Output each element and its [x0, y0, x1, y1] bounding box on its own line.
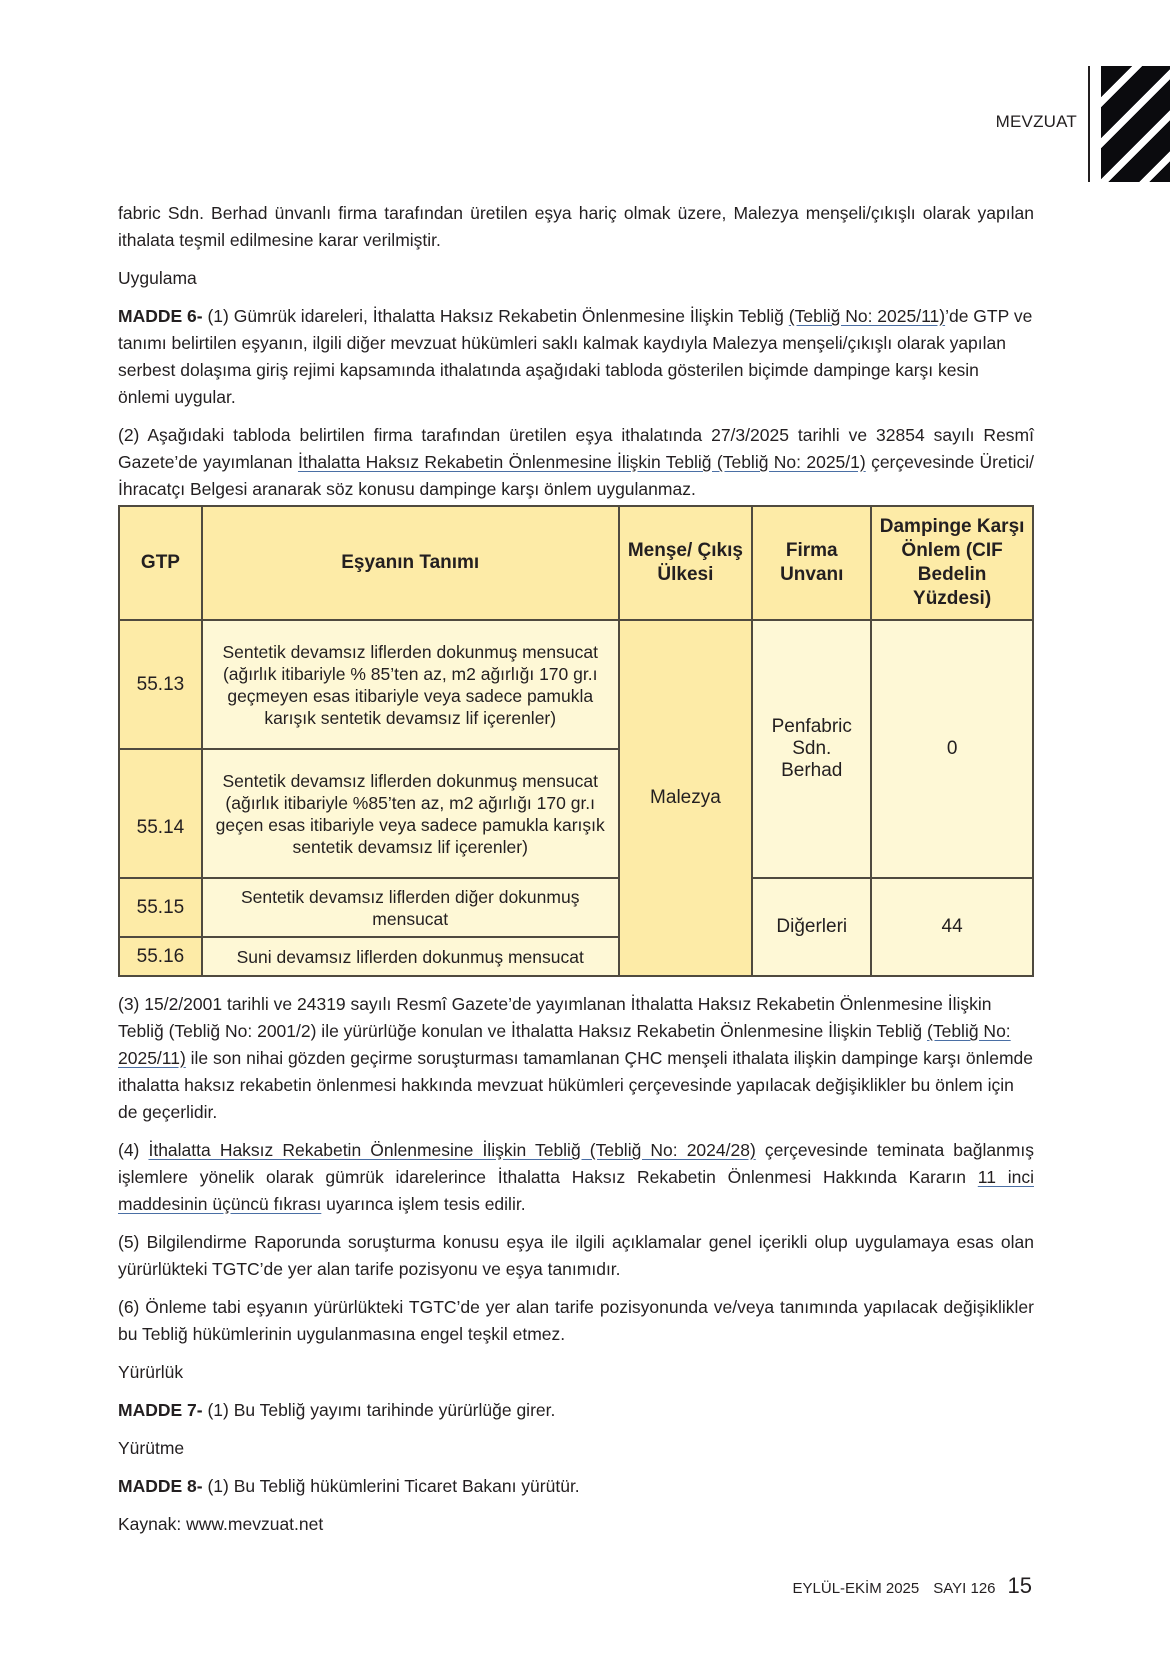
article-body — [118, 200, 1034, 1549]
heading-yurutme: Yürütme — [118, 1438, 185, 1458]
section-label: MEVZUAT — [995, 112, 1077, 131]
header-origin: Menşe/ Çıkış Ülkesi — [619, 506, 753, 620]
madde-8-label: MADDE 8- — [118, 1476, 203, 1496]
description-cell: Sentetik devamsız liflerden diğer dokunmuş mensucat — [202, 878, 619, 937]
p3-text-end: ile son nihai gözden geçirme soruşturması tamamlanan ÇHC menşeli ithalata ilişkin dampinge karşı önlemde ithalatta haksız rekabetin önlenmesi hakkında mevzuat hükümleri çerçevesinde yapılacak değişiklikler bu önlem için de geçerlidir. — [118, 1048, 1034, 1122]
rate-cell: 0 — [871, 620, 1033, 878]
link-teblig-2024-28[interactable]: İthalatta Haksız Rekabetin Önlenmesine İlişkin Tebliğ (Tebliğ No: 2024/28) — [148, 1140, 756, 1160]
heading-uygulama: Uygulama — [118, 268, 197, 288]
madde-7-label: MADDE 7- — [118, 1400, 203, 1420]
header-divider — [1088, 66, 1090, 182]
firm-cell: Diğerleri — [752, 878, 871, 976]
link-teblig-2025-11[interactable]: (Tebliğ No: 2025/11) — [788, 306, 946, 326]
firm-cell: Penfabric Sdn. Berhad — [752, 620, 871, 878]
p4-text: (4) — [118, 1140, 149, 1160]
paragraph-6: (6) Önleme tabi eşyanın yürürlükteki TGTC’de yer alan tarife pozisyonunda ve/veya tanımında yapılacak değişiklikler bu Tebliğ hükümlerinin uygulanmasına engel teşkil etmez. — [118, 1297, 1034, 1344]
gtp-cell: 55.13 — [119, 620, 202, 749]
intro-paragraph: fabric Sdn. Berhad ünvanlı firma tarafından üretilen eşya hariç olmak üzere, Malezya menşeli/çıkışlı olarak yapılan ithalata teşmil edilmesine karar verilmiştir. — [118, 203, 1034, 250]
madde-6-p1-text-end: ’de GTP ve tanımı belirtilen eşyanın, ilgili diğer mevzuat hükümleri saklı kalmak kaydıyla Malezya menşeli/çıkışlı olarak yapılan serbest dolaşıma giriş rejimi kapsamında ithalatında aşağıdaki tabloda gösterilen biçimde dampinge karşı kesin önlemi uygular. — [118, 306, 1033, 407]
madde-6-paragraph-1 — [118, 303, 1034, 411]
table-row — [119, 620, 1033, 749]
gtp-cell: 55.16 — [119, 937, 202, 976]
table-row — [119, 878, 1033, 937]
gtp-cell: 55.14 — [119, 749, 202, 878]
source-line: Kaynak: www.mevzuat.net — [118, 1514, 324, 1534]
link-teblig-2025-11-b[interactable]: (Tebliğ No: 2025/11) — [118, 1021, 1011, 1068]
madde-6-label: MADDE 6- — [118, 306, 203, 326]
madde-6-p2-text: (2) Aşağıdaki tabloda belirtilen firma tarafından üretilen eşya ithalatında 27/3/2025 tarihli ve 32854 sayılı Resmî Gazete’de yayımlanan — [118, 425, 1034, 472]
description-cell: Sentetik devamsız liflerden dokunmuş mensucat (ağırlık itibariyle % 85’ten az, m2 ağırlığı 170 gr.ı geçmeyen esas itibariyle veya sadece pamukla karışık sentetik devamsız lif içerenler) — [202, 620, 619, 749]
header-description: Eşyanın Tanımı — [202, 506, 619, 620]
heading-yururluk: Yürürlük — [118, 1362, 184, 1382]
paragraph-5: (5) Bilgilendirme Raporunda soruşturma konusu eşya ile ilgili açıklamalar genel içerikli olup uygulamaya esas olan yürürlükteki TGTC’de yer alan tarife pozisyonu ve eşya tanımıdır. — [118, 1232, 1034, 1279]
rate-cell: 44 — [871, 878, 1033, 976]
madde-6-p2-text-end: çerçevesinde Üretici/İhracatçı Belgesi aranarak söz konusu dampinge karşı önlem uygulanmaz. — [118, 452, 1034, 499]
paragraph-4 — [118, 1137, 1034, 1218]
description-cell: Suni devamsız liflerden dokunmuş mensucat — [202, 937, 619, 976]
issue-number: SAYI 126 — [933, 1580, 996, 1597]
link-teblig-2025-1[interactable]: İthalatta Haksız Rekabetin Önlenmesine İlişkin Tebliğ (Tebliğ No: 2025/1) — [297, 452, 866, 472]
p3-text: (3) 15/2/2001 tarihli ve 24319 sayılı Resmî Gazete’de yayımlanan İthalatta Haksız Rekabetin Önlenmesine İlişkin Tebliğ (Tebliğ No: 2001/2) ile yürürlüğe konulan ve İthalatta Haksız Rekabetin Önlenmesine İlişkin Tebliğ — [118, 994, 992, 1041]
page-number: 15 — [1007, 1573, 1032, 1598]
madde-8-text: (1) Bu Tebliğ hükümlerini Ticaret Bakanı yürütür. — [202, 1476, 580, 1496]
p4-text-end: uyarınca işlem tesis edilir. — [321, 1194, 526, 1214]
madde-7-text: (1) Bu Tebliğ yayımı tarihinde yürürlüğe girer. — [202, 1400, 556, 1420]
madde-6-p1-text: (1) Gümrük idareleri, İthalatta Haksız Rekabetin Önlenmesine İlişkin Tebliğ — [202, 306, 789, 326]
paragraph-3 — [118, 991, 1034, 1126]
diagonal-stripes-logo-icon — [1101, 66, 1170, 182]
description-cell: Sentetik devamsız liflerden dokunmuş mensucat (ağırlık itibariyle %85’ten az, m2 ağırlığı 170 gr.ı geçen esas itibariyle veya sadece pamukla karışık sentetik devamsız lif içerenler) — [202, 749, 619, 878]
madde-7 — [118, 1397, 1034, 1424]
header-rate: Dampinge Karşı Önlem (CIF Bedelin Yüzdesi) — [871, 506, 1033, 620]
link-madde-11-fikra-3[interactable]: 11 inci maddesinin üçüncü fıkrası — [118, 1167, 1034, 1214]
issue-date: EYLÜL-EKİM 2025 — [792, 1580, 920, 1597]
madde-8 — [118, 1473, 1034, 1500]
header-firm: Firma Unvanı — [752, 506, 871, 620]
origin-cell: Malezya — [619, 620, 753, 976]
page-footer — [793, 1573, 1032, 1599]
header-gtp: GTP — [119, 506, 202, 620]
madde-6-paragraph-2 — [118, 422, 1034, 503]
gtp-cell: 55.15 — [119, 878, 202, 937]
anti-dumping-table — [118, 505, 1034, 977]
p4-text-mid: çerçevesinde teminata bağlanmış işlemlere yönelik olarak gümrük idarelerince İthalatta Haksız Rekabetin Önlenmesi Hakkında Kararın — [118, 1140, 1035, 1187]
